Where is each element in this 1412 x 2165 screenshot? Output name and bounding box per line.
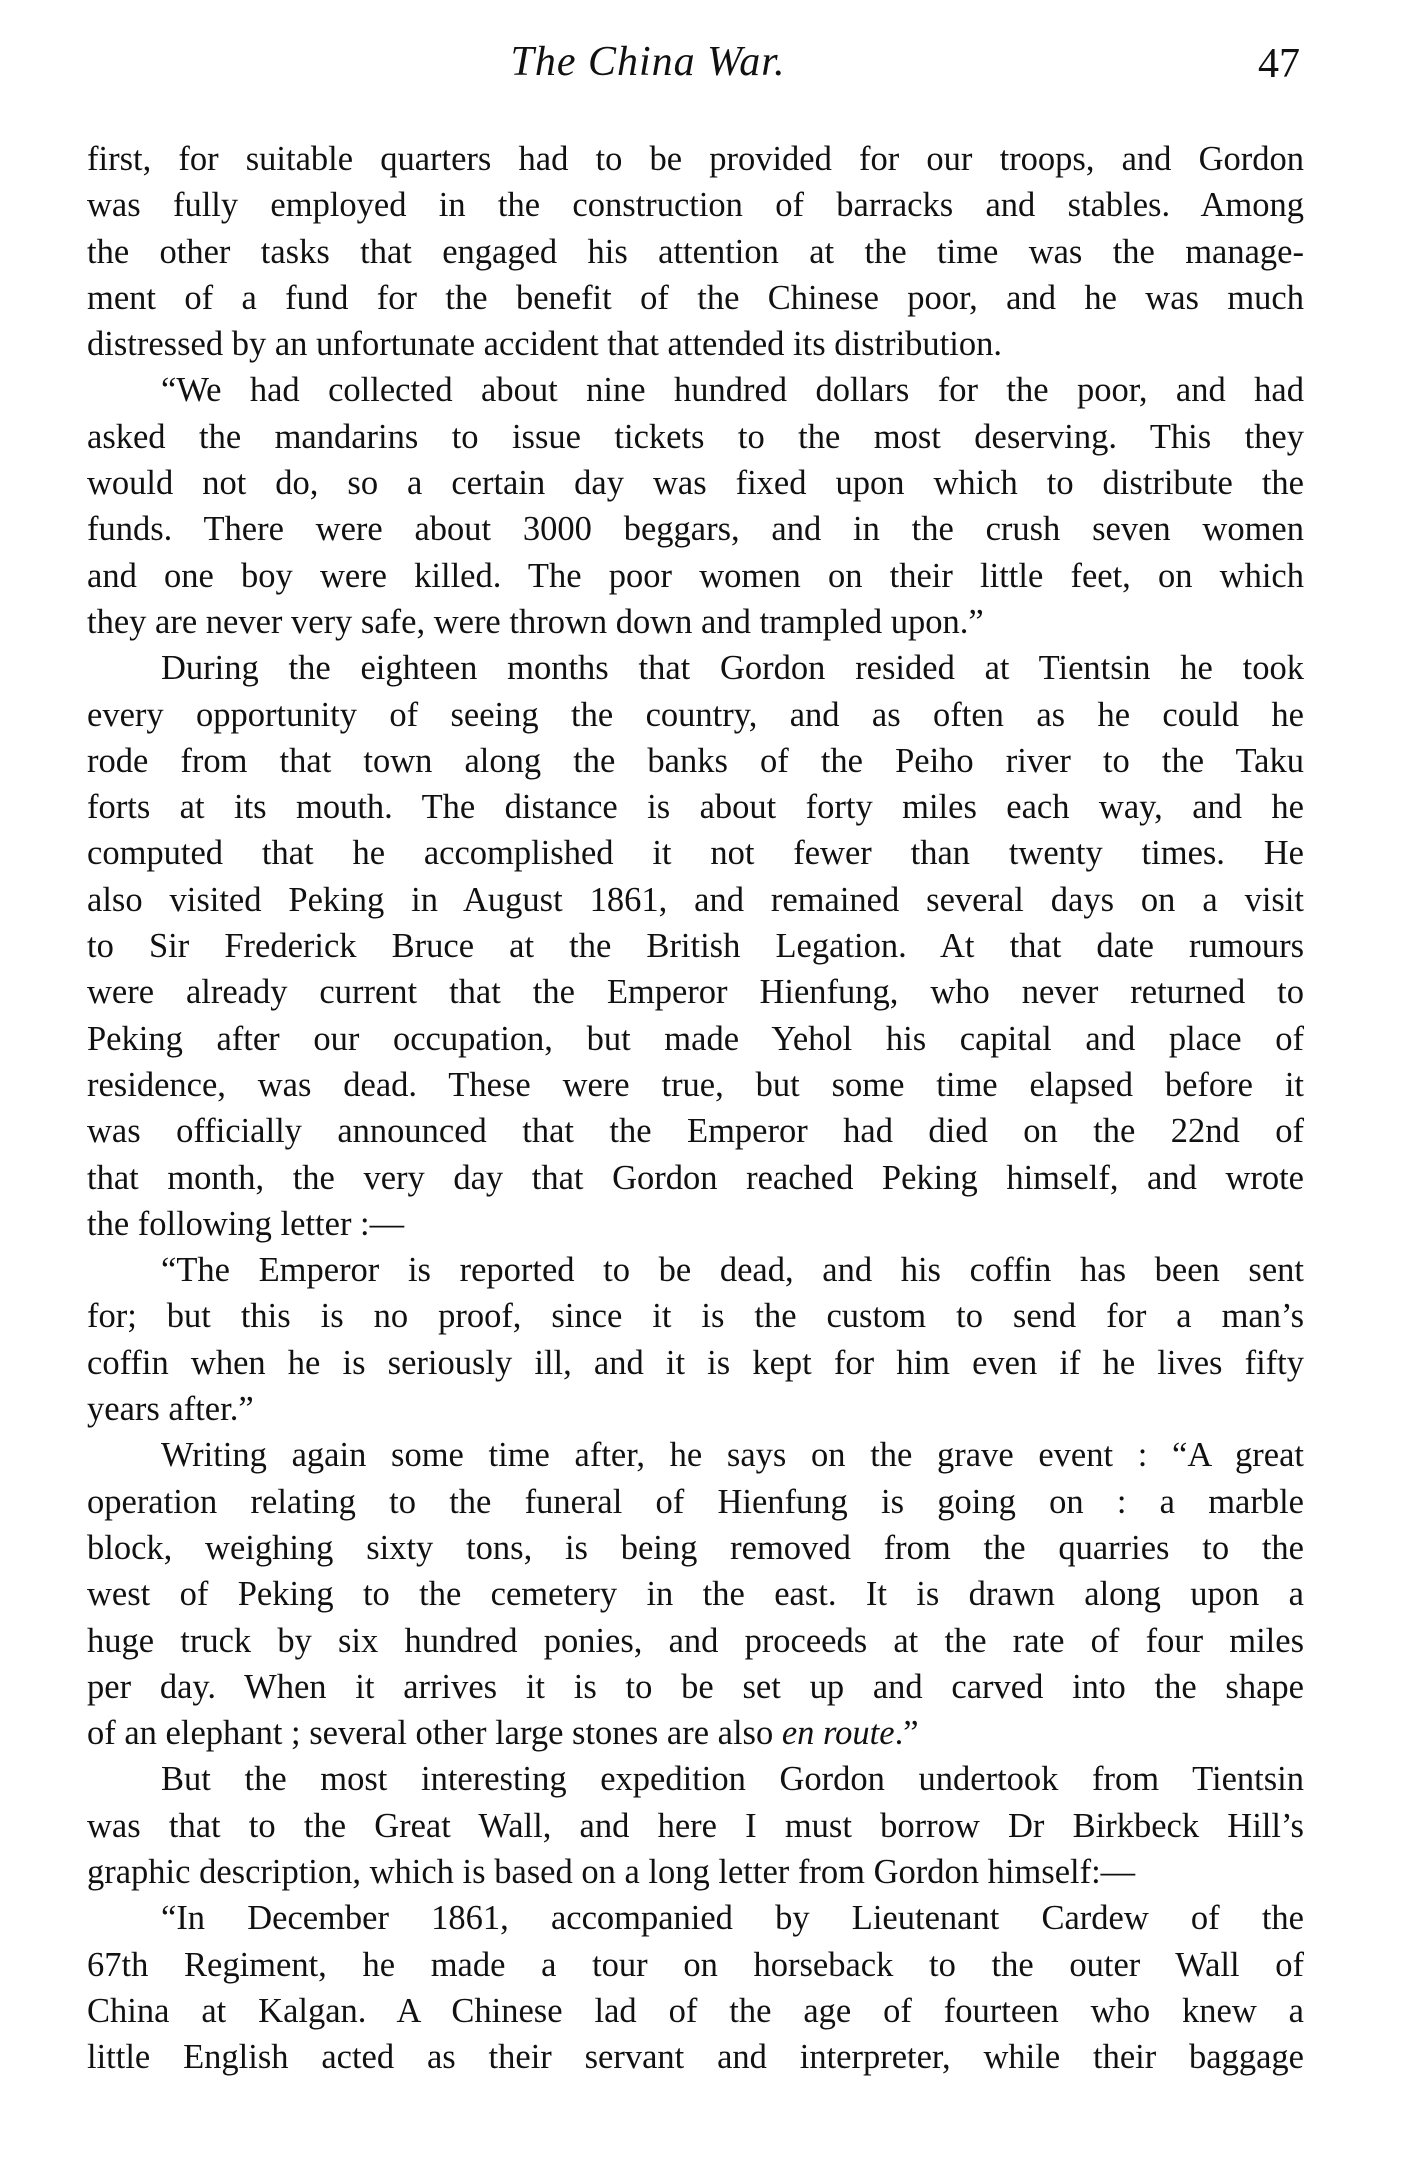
text-line: Writing again some time after, he says on the grave event : “A great — [161, 1436, 1304, 1475]
text-segment: .” — [894, 1714, 919, 1753]
paragraph — [87, 1895, 1304, 2080]
text-line — [87, 1710, 1304, 1756]
paragraph — [87, 1756, 1304, 1895]
text-line: also visited Peking in August 1861, and remained several days on a visit — [87, 880, 1304, 919]
text-line: the following letter :— — [87, 1204, 405, 1243]
text-line: west of Peking to the cemetery in the east. It is drawn along upon a — [87, 1575, 1304, 1614]
text-line: was that to the Great Wall, and here I must borrow Dr Birkbeck Hill’s — [87, 1806, 1304, 1845]
text-line: were already current that the Emperor Hienfung, who never returned to — [87, 973, 1304, 1012]
running-head — [0, 38, 1412, 98]
text-line: distressed by an unfortunate accident that attended its distribution. — [87, 325, 1002, 364]
paragraph — [87, 367, 1304, 645]
text-line: every opportunity of seeing the country, and as often as he could he — [87, 695, 1304, 734]
paragraph — [87, 1247, 1304, 1432]
text-line: first, for suitable quarters had to be provided for our troops, and Gordon — [87, 140, 1304, 178]
paragraph — [87, 645, 1304, 1247]
text-line: computed that he accomplished it not fewer than twenty times. He — [87, 834, 1304, 873]
text-line: graphic description, which is based on a long letter from Gordon himself:— — [87, 1852, 1136, 1891]
text-line: per day. When it arrives it is to be set up and carved into the shape — [87, 1667, 1304, 1706]
text-line: operation relating to the funeral of Hienfung is going on : a marble — [87, 1482, 1304, 1521]
text-line: forts at its mouth. The distance is about forty miles each way, and he — [87, 788, 1304, 827]
text-line: residence, was dead. These were true, but some time elapsed before it — [87, 1065, 1304, 1104]
text-line: rode from that town along the banks of the Peiho river to the Taku — [87, 741, 1304, 780]
paragraph — [87, 1432, 1304, 1756]
text-line: asked the mandarins to issue tickets to the most deserving. This they — [87, 417, 1304, 456]
text-line: But the most interesting expedition Gordon undertook from Tientsin — [161, 1760, 1304, 1799]
text-line: little English acted as their servant and interpreter, while their baggage — [87, 2038, 1304, 2077]
text-line: block, weighing sixty tons, is being removed from the quarries to the — [87, 1528, 1304, 1567]
text-line: Peking after our occupation, but made Yehol his capital and place of — [87, 1019, 1304, 1058]
text-line: the other tasks that engaged his attention at the time was the manage- — [87, 232, 1304, 271]
text-line: “In December 1861, accompanied by Lieutenant Cardew of the — [161, 1899, 1304, 1938]
text-line: and one boy were killed. The poor women on their little feet, on which — [87, 556, 1304, 595]
text-line: to Sir Frederick Bruce at the British Legation. At that date rumours — [87, 927, 1304, 966]
text-line: would not do, so a certain day was fixed upon which to distribute the — [87, 464, 1304, 503]
body-text — [87, 136, 1304, 2080]
page-number: 47 — [1258, 41, 1300, 87]
text-line: During the eighteen months that Gordon resided at Tientsin he took — [161, 649, 1304, 688]
text-line: years after.” — [87, 1390, 254, 1429]
text-line: they are never very safe, were thrown down and trampled upon.” — [87, 602, 984, 641]
text-line: huge truck by six hundred ponies, and proceeds at the rate of four miles — [87, 1621, 1304, 1660]
text-line: was fully employed in the construction of barracks and stables. Among — [87, 186, 1304, 225]
chapter-title: The China War. — [510, 39, 786, 85]
text-line: was officially announced that the Emperor had died on the 22nd of — [87, 1112, 1304, 1151]
text-line: for; but this is no proof, since it is the custom to send for a man’s — [87, 1297, 1304, 1336]
text-line: coffin when he is seriously ill, and it is kept for him even if he lives fifty — [87, 1343, 1304, 1382]
text-line: “We had collected about nine hundred dollars for the poor, and had — [161, 371, 1304, 410]
text-line: China at Kalgan. A Chinese lad of the age of fourteen who knew a — [87, 1991, 1304, 2030]
text-line: ment of a fund for the benefit of the Chinese poor, and he was much — [87, 278, 1304, 317]
text-line: “The Emperor is reported to be dead, and his coffin has been sent — [161, 1251, 1304, 1290]
text-line: funds. There were about 3000 beggars, and in the crush seven women — [87, 510, 1304, 549]
text-segment: of an elephant ; several other large stones are also — [87, 1714, 782, 1753]
text-line: that month, the very day that Gordon reached Peking himself, and wrote — [87, 1158, 1304, 1197]
paragraph — [87, 136, 1304, 367]
text-line: 67th Regiment, he made a tour on horseback to the outer Wall of — [87, 1945, 1304, 1984]
italic-phrase: en route — [781, 1714, 895, 1753]
